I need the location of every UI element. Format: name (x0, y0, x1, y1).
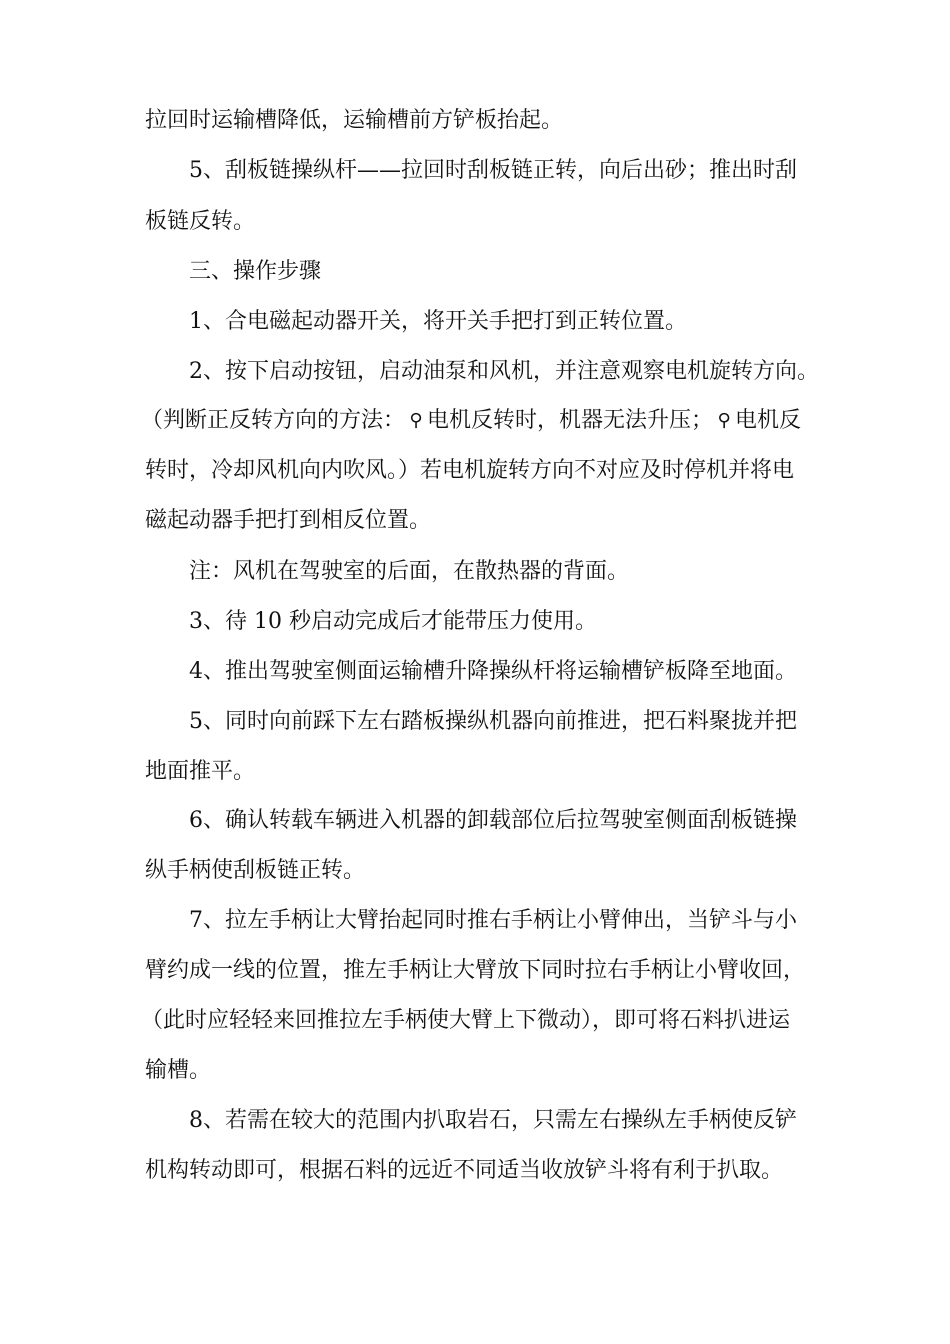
text-line: 6、确认转载车辆进入机器的卸载部位后拉驾驶室侧面刮板链操 (189, 808, 797, 833)
search-icon: ⚲ (409, 410, 423, 431)
text-line: 纵手柄使刮板链正转。 (145, 858, 366, 883)
text-line: 3、待 10 秒启动完成后才能带压力使用。 (189, 609, 597, 634)
text-line: 输槽。 (145, 1058, 212, 1083)
heading-text: 三、操作步骤 (189, 259, 322, 284)
text-line: 8、若需在较大的范围内扒取岩石，只需左右操纵左手柄使反铲 (189, 1108, 797, 1133)
note-line (141, 410, 801, 432)
note-segment: 电机反 (735, 408, 802, 433)
text-line: 机构转动即可，根据石料的远近不同适当收放铲斗将有利于扒取。 (145, 1158, 784, 1183)
text-line: 臂约成一线的位置，推左手柄让大臂放下同时拉右手柄让小臂收回， (145, 958, 806, 983)
text-line: （此时应轻轻来回推拉左手柄使大臂上下微动），即可将石料扒进运 (141, 1008, 791, 1033)
text-line: 转时，冷却风机向内吹风。）若电机旋转方向不对应及时停机并将电 (145, 458, 795, 483)
text-line: 注：风机在驾驶室的后面，在散热器的背面。 (189, 559, 630, 584)
note-segment: （判断正反转方向的方法： (141, 408, 406, 433)
text-line: 7、拉左手柄让大臂抬起同时推右手柄让小臂伸出，当铲斗与小 (189, 908, 797, 933)
search-icon: ⚲ (717, 410, 731, 431)
text-line: 板链反转。 (145, 209, 256, 234)
text-line: 1、合电磁起动器开关，将开关手把打到正转位置。 (189, 309, 687, 334)
text-line: 4、推出驾驶室侧面运输槽升降操纵杆将运输槽铲板降至地面。 (189, 659, 797, 684)
text-line: 拉回时运输槽降低，运输槽前方铲板抬起。 (145, 108, 564, 133)
text-line: 2、按下启动按钮，启动油泵和风机，并注意观察电机旋转方向。 (189, 359, 819, 384)
text-line: 磁起动器手把打到相反位置。 (145, 508, 432, 533)
text-line: 5、同时向前踩下左右踏板操纵机器向前推进，把石料聚拢并把 (189, 709, 797, 734)
text-line: 5、刮板链操纵杆——拉回时刮板链正转，向后出砂；推出时刮 (189, 158, 797, 183)
note-segment: 电机反转时，机器无法升压； (427, 408, 714, 433)
text-line: 地面推平。 (145, 759, 256, 784)
